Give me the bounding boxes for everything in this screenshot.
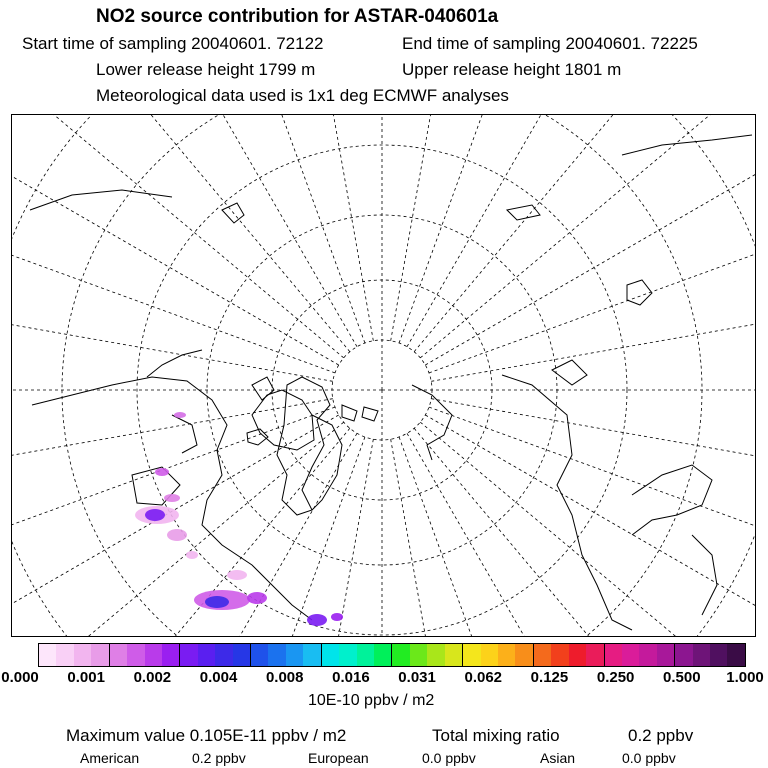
latitude-circle [12, 115, 755, 636]
color-bar-cell [286, 644, 303, 666]
longitude-line [407, 115, 755, 347]
longitude-line [431, 234, 755, 382]
color-bar-cell [569, 644, 586, 666]
color-bar-cell [357, 644, 374, 666]
color-bar-cell [145, 644, 162, 666]
color-bar-cell [675, 644, 692, 666]
color-bar-tick-label: 0.016 [332, 669, 370, 686]
color-bar-tick-label: 0.001 [67, 669, 105, 686]
color-bar-cell [339, 644, 356, 666]
coastlines [30, 135, 752, 630]
longitude-line [391, 115, 539, 341]
longitude-line [12, 115, 344, 358]
color-bar-cell [56, 644, 73, 666]
color-bar-unit: 10E-10 ppbv / m2 [308, 692, 435, 709]
lower-height-label: Lower release height 1799 m [96, 60, 316, 79]
color-bar-cell [551, 644, 568, 666]
color-bar-cell [463, 644, 480, 666]
plume-blob [205, 596, 229, 608]
color-bar-tick-label: 0.500 [663, 669, 701, 686]
start-time-label: Start time of sampling 20040601. 72122 [22, 34, 324, 53]
plume-blob [186, 551, 198, 559]
upper-height-label: Upper release height 1801 m [402, 60, 622, 79]
longitude-line [425, 415, 755, 636]
longitude-line [407, 433, 755, 636]
color-bar-tick-label: 0.008 [265, 669, 304, 686]
region-european-name: European [308, 750, 369, 766]
color-bar-cell [110, 644, 127, 666]
color-bar-tick-label: 0.002 [133, 669, 172, 686]
total-mixing-label: Total mixing ratio [432, 726, 560, 745]
longitude-line [399, 437, 690, 636]
longitude-line [12, 115, 335, 373]
color-bar-cell [39, 644, 56, 666]
map-graticule [12, 115, 755, 636]
region-american-value: 0.2 ppbv [192, 750, 246, 766]
color-bar-cell [233, 644, 251, 666]
longitude-line [420, 422, 755, 636]
color-bar-cell [374, 644, 392, 666]
color-bar-cell [162, 644, 180, 666]
color-bar-tick-label: 0.062 [464, 669, 503, 686]
color-bar-cell [322, 644, 339, 666]
longitude-line [12, 115, 339, 365]
longitude-line [425, 115, 755, 365]
longitude-line [12, 115, 350, 352]
latitude-circle [12, 115, 755, 636]
color-bar-cell [180, 644, 197, 666]
color-bar-cell [727, 644, 744, 666]
map-title: NO2 source contribution for ASTAR-040601a [96, 6, 499, 27]
color-bar-tick-label: 0.125 [530, 669, 569, 686]
plume-blob [227, 570, 247, 580]
color-bar-cell [392, 644, 409, 666]
color-bar-cell [91, 644, 109, 666]
longitude-line [226, 115, 374, 341]
longitude-line [12, 234, 333, 382]
total-mixing-value: 0.2 ppbv [628, 726, 694, 745]
longitude-line [12, 407, 335, 636]
color-bar-cell [657, 644, 675, 666]
color-bar-cell [515, 644, 533, 666]
color-bar-cell [639, 644, 656, 666]
color-bar-cell [710, 644, 727, 666]
no2-plume [135, 412, 343, 626]
longitude-line [12, 115, 357, 347]
color-bar-cell [74, 644, 91, 666]
longitude-line [74, 115, 365, 343]
region-american-name: American [80, 750, 140, 766]
color-bar-cell [268, 644, 285, 666]
color-bar-cell [481, 644, 498, 666]
color-bar-tick-label: 0.031 [398, 669, 436, 686]
color-bar-cell [410, 644, 427, 666]
plume-blob [174, 412, 186, 418]
plume-blob [167, 529, 187, 541]
plume-blob [145, 509, 165, 521]
color-bar-cell [498, 644, 515, 666]
color-bar-tick-label: 0.000 [1, 669, 39, 686]
longitude-line [414, 115, 755, 352]
color-bar-cell [127, 644, 144, 666]
region-asian-name: Asian [540, 750, 576, 766]
plume-blob [247, 592, 267, 604]
longitude-line [431, 399, 755, 547]
color-bar-cell [445, 644, 463, 666]
color-bar-cell [251, 644, 268, 666]
longitude-line [391, 439, 539, 636]
end-time-label: End time of sampling 20040601. 72225 [402, 34, 698, 53]
color-bar-cell [534, 644, 551, 666]
polar-map [11, 114, 756, 637]
plume-blob [155, 468, 169, 476]
max-value-label: Maximum value 0.105E-11 ppbv / m2 [66, 726, 347, 745]
longitude-line [429, 407, 755, 636]
region-european-value: 0.0 ppbv [422, 750, 476, 766]
longitude-line [226, 439, 374, 636]
plume-blob [164, 494, 180, 502]
met-data-label: Meteorological data used is 1x1 deg ECMWF analyses [96, 86, 509, 105]
color-bar-tick-label: 0.004 [199, 669, 238, 686]
plume-blob [331, 613, 343, 621]
plume-blob [307, 614, 327, 626]
color-bar-cell [586, 644, 604, 666]
color-bar-cell [198, 644, 215, 666]
color-bar-cell [693, 644, 710, 666]
color-bar-cell [605, 644, 622, 666]
color-bar-cell [427, 644, 444, 666]
color-bar-tick-label: 1.000 [726, 669, 764, 686]
color-bar-cell [622, 644, 639, 666]
color-bar-cell [303, 644, 321, 666]
color-bar-cell [215, 644, 232, 666]
region-asian-value: 0.0 ppbv [622, 750, 676, 766]
color-bar [38, 643, 746, 667]
longitude-line [414, 428, 755, 636]
color-bar-tick-label: 0.250 [596, 669, 635, 686]
